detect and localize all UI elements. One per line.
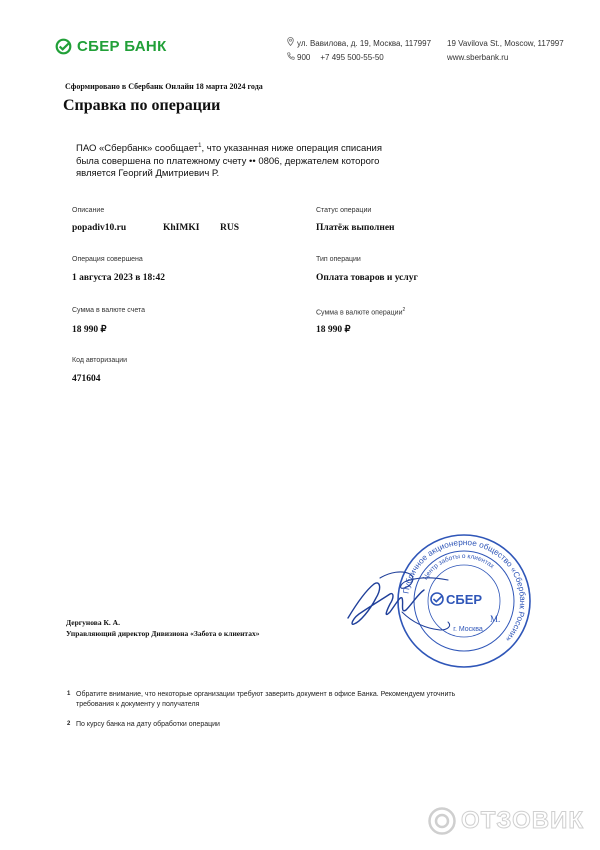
phone-icon (287, 51, 297, 65)
signature-block (66, 617, 259, 639)
op-sum-footnote-mark: 2 (402, 307, 406, 313)
intro-paragraph (76, 140, 406, 181)
website: www.sberbank.ru (447, 53, 509, 62)
address-en: 19 Vavilova St., Moscow, 117997 (447, 39, 564, 48)
account-sum-label: Сумма в валюте счета (72, 307, 146, 314)
date-label: Операция совершена (72, 256, 143, 263)
sber-logo (55, 38, 167, 55)
contacts-ru (287, 37, 431, 65)
footnote-2-text: По курсу банка на дату обработки операции (76, 721, 220, 728)
description-label: Описание (72, 207, 105, 214)
op-sum-label-text: Сумма в валюте операции (316, 309, 403, 317)
otzovik-logo-icon (427, 806, 457, 836)
description-value (72, 223, 239, 233)
address-ru: ул. Вавилова, д. 19, Москва, 117997 (297, 39, 432, 48)
date-value: 1 августа 2023 в 18:42 (72, 273, 165, 283)
handwritten-signature (340, 560, 470, 650)
type-value: Оплата товаров и услуг (316, 273, 418, 283)
page-title: Справка по операции (63, 97, 221, 114)
stamp-inner-text: Центр заботы о клиентах (422, 552, 496, 582)
stamp-city: г. Москва (453, 626, 483, 633)
signer-name: Дергунова К. А. (66, 618, 120, 627)
otzovik-watermark (427, 806, 584, 836)
description-part-city: KhIMKI (163, 223, 200, 233)
intro-text-start: ПАО «Сбербанк» сообщает (76, 143, 199, 155)
footnote-2-mark: 2 (67, 721, 71, 727)
contacts-en (447, 37, 564, 65)
sber-logo-icon (55, 38, 72, 55)
watermark-text: ОТЗОВИК (461, 807, 584, 834)
status-label: Статус операции (316, 207, 372, 214)
auth-code-label: Код авторизации (72, 357, 128, 364)
intro-text-end: , что указанная ниже операция списания была совершена по платежному счету •• 0806, держателем которого является Георгий Дмитриевич Р. (76, 143, 382, 180)
generated-note: Сформировано в Сбербанк Онлайн 18 марта 2024 года (65, 82, 263, 91)
description-part-site: popadiv10.ru (72, 223, 127, 233)
status-value: Платёж выполнен (316, 223, 395, 233)
op-sum-value: 18 990 ₽ (316, 325, 351, 335)
phone-short: 900 (297, 53, 311, 62)
location-icon (287, 37, 297, 51)
stamp-logo-text: СБЕР (446, 592, 483, 607)
stamp-initials: М. (490, 614, 501, 624)
auth-code-value: 471604 (72, 374, 101, 384)
signer-position: Управляющий директор Дивизиона «Забота о клиентах» (66, 629, 260, 638)
phone-full: +7 495 500-55-50 (320, 53, 384, 62)
footnote-1-mark: 1 (67, 691, 71, 697)
footnote-1-text: Обратите внимание, что некоторые организации требуют заверить документ в офисе Банка. Рекомендуем уточнить требования к документу у получателя (76, 691, 456, 708)
account-sum-value: 18 990 ₽ (72, 325, 107, 335)
logo-text: СБЕР БАНК (77, 38, 167, 55)
description-part-country: RUS (220, 223, 240, 233)
intro-footnote-mark: 1 (198, 143, 202, 149)
footnote-1 (67, 690, 456, 709)
footnote-2 (67, 720, 456, 730)
type-label: Тип операции (316, 256, 361, 263)
op-sum-label (316, 307, 405, 316)
stamp-outer-text: Публичное акционерное общество «Сбербанк России» (401, 537, 528, 644)
